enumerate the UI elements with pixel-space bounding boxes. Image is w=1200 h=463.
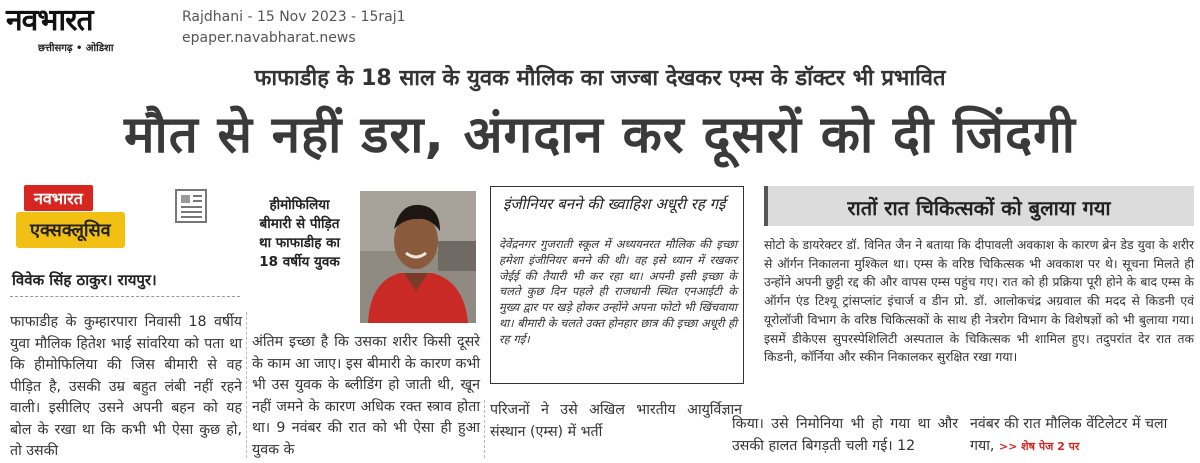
article-column-1: फाफाडीह के कुम्हारपारा निवासी 18 वर्षीय युवा मौलिक हितेश भाई सांवरिया को पता था कि हीमोफिलिया की जिस बीमारी से वह पीड़ित है, उसकी उम्र बहुत लंबी नहीं रहने वाली। इसीलिए उसने अपनी बहन को यह बोल के रखा था कि कभी भी ऐसा कुछ हो, तो उसकी	[10, 314, 242, 459]
newspaper-logo[interactable]	[6, 4, 162, 54]
byline: विवेक सिंह ठाकुर। रायपुर।	[12, 271, 157, 289]
sidebar-body: देवेंद्रनगर गुजराती स्कूल में अध्ययनरत मौलिक की इच्छा हमेशा इंजीनियर बनने की थी। वह इसे ध्यान में रखकर जेईई की तैयारी भी कर रहा था। अपनी इसी इच्छा के चलते कुछ दिन पहले ही राजधानी स्थित एनआईटी के मुख्य द्वार पर खड़े होकर उन्होंने अपना फोटो भी खिंचवाया था। बीमारी के चलते उक्त होनहार छात्र की इच्छा अधूरी ही रह गई।	[499, 237, 737, 346]
subheadline: फाफाडीह के 18 साल के युवक मौलिक का जज्बा देखकर एम्स के डॉक्टर भी प्रभावित	[254, 66, 946, 91]
header-accent-bar	[764, 186, 768, 226]
subsection-header	[764, 186, 1194, 226]
badge-brand: नवभारत	[24, 185, 93, 211]
badge-exclusive-label: एक्सक्लूसिव	[16, 212, 125, 248]
photo-caption: हीमोफिलिया बीमारी से पीड़ित था फाफाडीह का 18 वर्षीय युवक	[258, 197, 341, 270]
sidebar-box	[490, 186, 744, 384]
article-column-3: परिजनों ने उसे अखिल भारतीय आयुर्विज्ञान संस्थान (एम्स) में भर्ती	[490, 402, 742, 440]
logo-subtitle: छत्तीसगढ़ • ओडिशा	[38, 43, 114, 54]
column-5-text: नवंबर की रात मौलिक वेंटिलेटर में चला गया,	[970, 416, 1168, 454]
sidebar-title: इंजीनियर बनने की ख्वाहिश अधूरी रह गई	[503, 195, 726, 213]
edition-line: Rajdhani - 15 Nov 2023 - 15raj1	[182, 9, 406, 25]
article-column-2: अंतिम इच्छा है कि उसका शरीर किसी दूसरे के काम आ जाए। इस बीमारी के कारण कभी भी उस युवक के ब्लीडिंग हो जाती थी, खून नहीं जमने के कारण अधिक रक्त स्त्राव होता था। 9 नवंबर की रात को भी ऐसा ही हुआ युवक के	[252, 334, 480, 458]
article-column-4: किया। उसे निमोनिया भी हो गया था और उसकी हालत बिगड़ती चली गई। 12	[732, 416, 958, 454]
masthead	[0, 0, 1200, 56]
divider	[10, 296, 240, 297]
newspaper-icon	[170, 186, 212, 226]
column-divider	[484, 400, 485, 458]
edition-url[interactable]: epaper.navabharat.news	[182, 30, 356, 46]
main-headline: मौत से नहीं डरा, अंगदान कर दूसरों को दी जिंदगी	[123, 106, 1077, 165]
continued-link[interactable]: >> शेष पेज 2 पर	[998, 439, 1080, 453]
logo-text: नवभारत	[6, 3, 93, 38]
column-divider	[246, 312, 247, 458]
article-column-5	[970, 414, 1196, 457]
subsection-body: सोटो के डायरेक्टर डॉ. विनित जैन ने बताया कि दीपावली अवकाश के कारण ब्रेन डेड युवा के शरीर से ऑर्गन निकालना मुश्किल था। एम्स के वरिष्ठ चिकित्सक भी अवकाश पर थे। सूचना मिलते ही उन्होंने अपनी छुट्टी रद्द की और वापस एम्स पहुंच गए। रात को ही प्रक्रिया पूरी होने के बाद एम्स के ऑर्गन एंड टिश्यू ट्रांसप्लांट इंचार्ज व डीन प्रो. डॉ. आलोकचंद्र अग्रवाल की मदद से किडनी एवं यूरोलॉजी विभाग के वरिष्ठ चिकित्सकों के साथ ही नेत्ररोग विभाग के विशेषज्ञों को भी बुलाया गया। इसमें डीकेएस सुपरस्पेशिलिटी अस्पताल के चिकित्सक भी शामिल हुए। तदुपरांत देर रात तक किडनी, कॉर्निया और स्कीन निकालकर सुरक्षित रखा गया।	[764, 238, 1194, 365]
portrait-photo	[360, 191, 476, 323]
exclusive-badge	[10, 185, 170, 255]
subsection-header-label: रातों रात चिकित्सकों को बुलाया गया	[847, 196, 1111, 220]
